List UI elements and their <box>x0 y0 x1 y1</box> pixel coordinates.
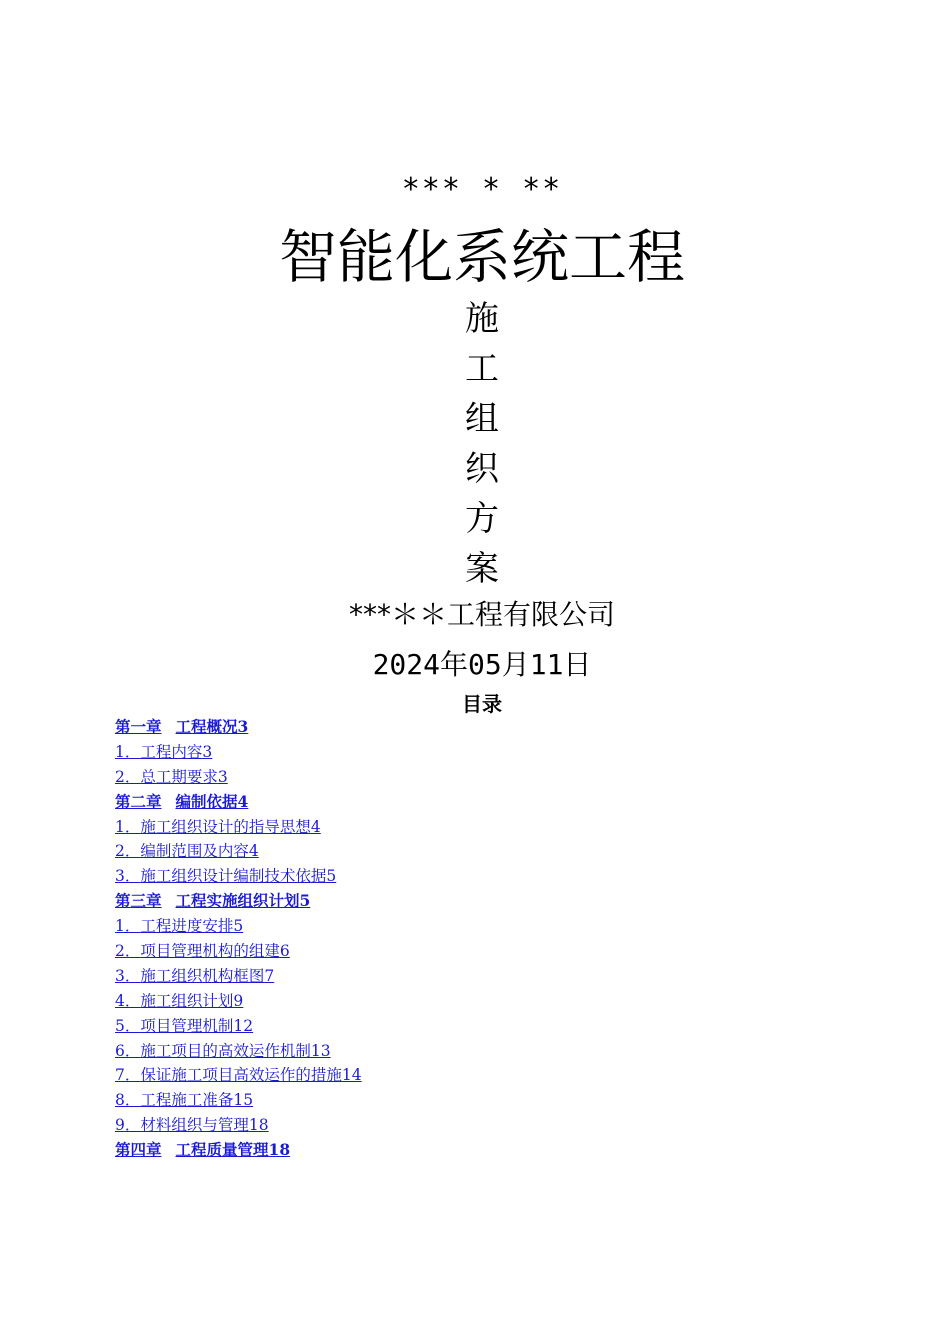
toc-chapter-item <box>115 1138 715 1163</box>
toc-entry-page: 4 <box>310 817 321 836</box>
toc-entry-page: 6 <box>279 942 290 961</box>
toc-entry-page: 15 <box>233 1091 254 1110</box>
toc-heading: 目录 <box>462 692 502 716</box>
toc-section-item <box>115 864 715 889</box>
toc-entry-page: 3 <box>237 717 249 736</box>
toc-section-item <box>115 989 715 1014</box>
toc-link[interactable] <box>115 717 248 736</box>
toc-entry-number: 4． <box>115 991 141 1010</box>
toc-entry-label: 总工期要求 <box>140 767 218 786</box>
toc-entry-label: 工程质量管理 <box>175 1140 269 1160</box>
toc-section-item <box>115 1088 715 1113</box>
toc-link[interactable] <box>115 917 243 935</box>
vertical-title-char: 织 <box>465 449 499 489</box>
toc-entry-number: 1． <box>115 917 141 936</box>
toc-entry-page: 7 <box>264 966 275 985</box>
toc-entry-label: 项目管理机构的组建 <box>140 942 280 961</box>
toc-link[interactable] <box>115 1042 331 1060</box>
toc-section-item <box>115 1113 715 1138</box>
toc-entry-page: 9 <box>233 991 244 1010</box>
toc-section-item <box>115 914 715 939</box>
toc-section-item <box>115 964 715 989</box>
vertical-title-char: 方 <box>465 499 499 539</box>
toc-link[interactable] <box>115 768 228 786</box>
toc-section-item <box>115 740 715 765</box>
toc-entry-number: 第二章 <box>115 791 162 811</box>
toc-entry-number: 7． <box>115 1066 141 1085</box>
toc-entry-label: 工程进度安排 <box>140 917 234 936</box>
toc-link[interactable] <box>115 992 243 1010</box>
toc-entry-label: 施工组织机构框图 <box>140 966 265 985</box>
toc-section-item <box>115 939 715 964</box>
toc-entry-number: 2． <box>115 942 141 961</box>
toc-entry-label: 施工项目的高效运作机制 <box>140 1041 311 1060</box>
toc-entry-page: 4 <box>248 842 259 861</box>
toc-entry-page: 5 <box>233 917 244 936</box>
toc-entry-label: 编制范围及内容 <box>140 842 249 861</box>
toc-entry-page: 5 <box>326 867 337 886</box>
toc-link[interactable] <box>115 967 274 985</box>
toc-entry-number: 9． <box>115 1116 141 1135</box>
table-of-contents <box>115 715 715 1163</box>
toc-chapter-item <box>115 889 715 914</box>
toc-link[interactable] <box>115 842 259 860</box>
toc-link[interactable] <box>115 1091 253 1109</box>
toc-entry-number: 8． <box>115 1091 141 1110</box>
document-type-vertical <box>0 294 950 594</box>
toc-entry-label: 编制依据 <box>175 791 238 811</box>
toc-entry-number: 1． <box>115 817 141 836</box>
toc-section-item <box>115 839 715 864</box>
toc-link[interactable] <box>115 1066 362 1084</box>
toc-link[interactable] <box>115 891 310 910</box>
toc-entry-label: 工程概况 <box>175 717 238 736</box>
toc-entry-label: 项目管理机制 <box>140 1016 234 1035</box>
toc-entry-number: 2． <box>115 842 141 861</box>
toc-link[interactable] <box>115 792 248 811</box>
toc-entry-number: 5． <box>115 1016 141 1035</box>
toc-link[interactable] <box>115 1116 269 1134</box>
toc-entry-page: 14 <box>341 1066 362 1085</box>
toc-entry-page: 3 <box>217 767 228 786</box>
toc-entry-label: 工程内容 <box>140 742 203 761</box>
toc-entry-number: 3． <box>115 867 141 886</box>
toc-entry-number: 1． <box>115 742 141 761</box>
toc-entry-number: 第四章 <box>115 1140 162 1160</box>
toc-entry-page: 18 <box>268 1140 291 1160</box>
toc-entry-label: 材料组织与管理 <box>140 1116 249 1135</box>
vertical-title-char: 案 <box>465 549 499 589</box>
project-title: 智能化系统工程 <box>278 223 685 291</box>
toc-entry-page: 13 <box>310 1041 331 1060</box>
masked-project-name: *** * ** <box>401 172 563 207</box>
company-name: ***＊＊工程有限公司 <box>348 598 615 631</box>
toc-entry-label: 施工组织设计的指导思想 <box>140 817 311 836</box>
toc-link[interactable] <box>115 942 290 960</box>
toc-entry-label: 工程实施组织计划 <box>175 891 300 911</box>
toc-entry-label: 工程施工准备 <box>140 1091 234 1110</box>
toc-entry-number: 2． <box>115 767 141 786</box>
vertical-title-char: 组 <box>465 399 499 439</box>
toc-entry-number: 3． <box>115 966 141 985</box>
toc-entry-label: 保证施工项目高效运作的措施 <box>140 1066 342 1085</box>
toc-link[interactable] <box>115 1140 290 1159</box>
toc-section-item <box>115 765 715 790</box>
toc-link[interactable] <box>115 867 336 885</box>
vertical-title-char: 工 <box>465 349 499 389</box>
toc-link[interactable] <box>115 818 321 836</box>
toc-chapter-item <box>115 790 715 815</box>
toc-entry-page: 12 <box>233 1016 254 1035</box>
toc-section-item <box>115 1063 715 1088</box>
toc-chapter-item <box>115 715 715 740</box>
toc-entry-page: 3 <box>202 742 213 761</box>
toc-section-item <box>115 1014 715 1039</box>
toc-link[interactable] <box>115 1017 253 1035</box>
toc-entry-page: 4 <box>237 791 249 811</box>
toc-entry-number: 6． <box>115 1041 141 1060</box>
document-date: 2024年05月11日 <box>372 648 592 681</box>
toc-entry-number: 第三章 <box>115 891 162 911</box>
toc-link[interactable] <box>115 743 212 761</box>
vertical-title-char: 施 <box>465 299 499 339</box>
toc-entry-page: 18 <box>248 1116 269 1135</box>
toc-entry-page: 5 <box>299 891 311 911</box>
toc-entry-number: 第一章 <box>115 717 162 736</box>
toc-entry-label: 施工组织设计编制技术依据 <box>140 867 327 886</box>
toc-section-item <box>115 1039 715 1064</box>
toc-entry-label: 施工组织计划 <box>140 991 234 1010</box>
toc-section-item <box>115 815 715 840</box>
